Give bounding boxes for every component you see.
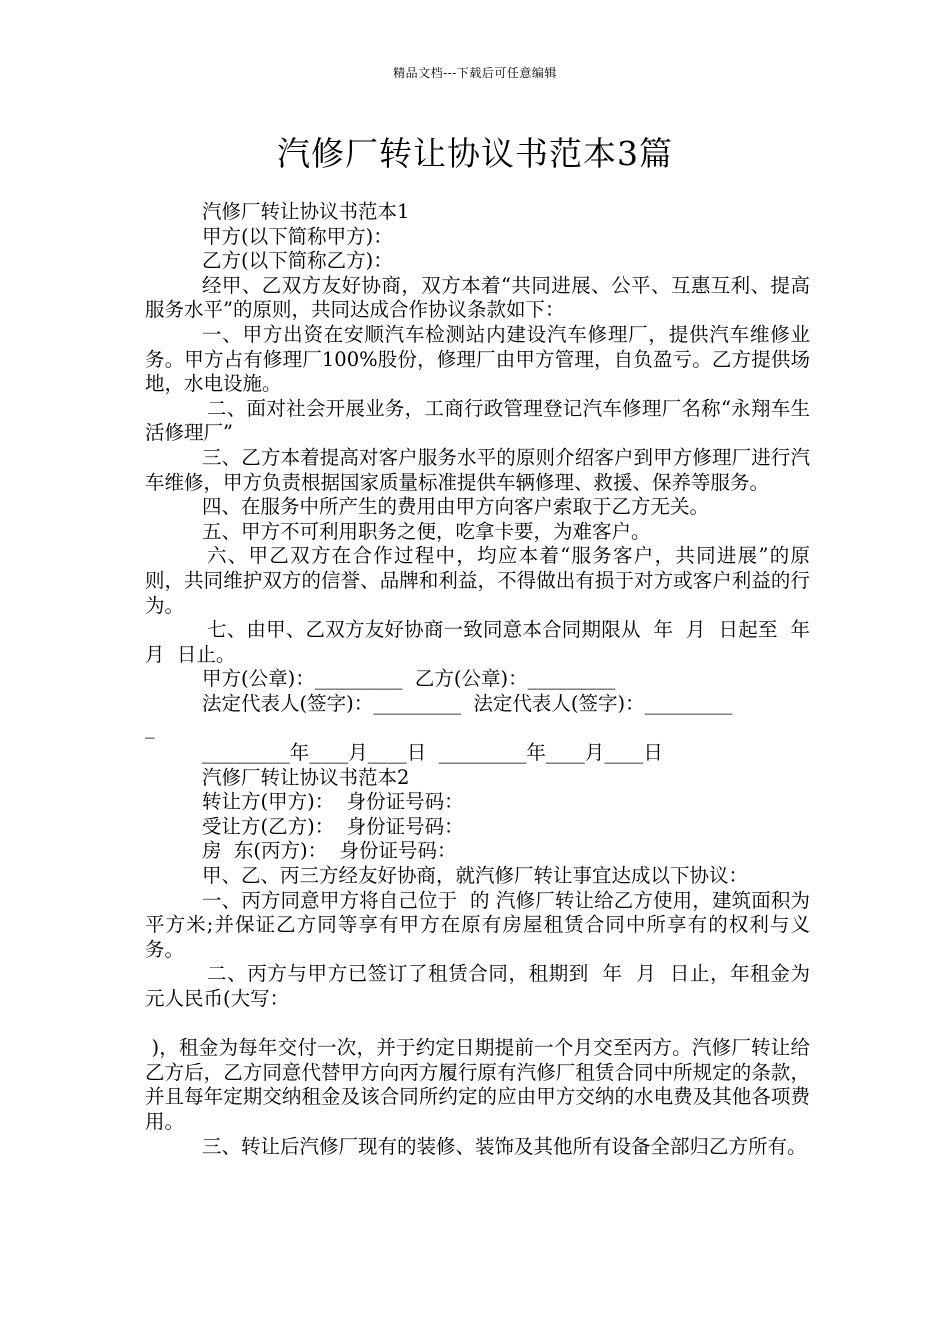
paragraph: )，租金为每年交付一次，并于约定日期提前一个月交至丙方。汽修厂转让给乙方后，乙方同意代替甲方向丙方履行原有汽修厂租赁合同中所规定的条款，并且每年定期交纳租金及该合同所约定的应由甲方交纳的水电费及其他各项费用。 [145, 1036, 811, 1133]
paragraph: 一、丙方同意甲方将自己位于 的 汽修厂转让给乙方使用，建筑面积为 平方米;并保证乙方同等享有甲方在原有房屋租赁合同中所享有的权利与义务。 [145, 888, 823, 961]
paragraph: 甲方(以下简称甲方)： [202, 224, 393, 248]
paragraph: 乙方(以下简称乙方)： [202, 249, 393, 273]
paragraph: 房 东(丙方)： 身份证号码： [202, 839, 457, 863]
paragraph: 五、甲方不可利用职务之便，吃拿卡要，为难客户。 [202, 519, 651, 543]
paragraph: 甲方(公章)：_________ 乙方(公章)：_________ [202, 667, 616, 691]
document-title: 汽修厂转让协议书范本3篇 [277, 134, 673, 173]
paragraph: 甲、乙、丙三方经友好协商，就汽修厂转让事宜达成以下协议： [202, 864, 749, 888]
document-body [145, 200, 823, 1159]
page-header: 精品文档---下载后可任意编辑 [393, 66, 557, 80]
paragraph: _ [145, 716, 155, 740]
paragraph: 七、由甲、乙双方友好协商一致同意本合同期限从 年 月 日起至 年 月 日止。 [145, 618, 823, 666]
paragraph: 汽修厂转让协议书范本2 [202, 765, 410, 789]
paragraph: 经甲、乙双方友好协商，双方本着“共同进展、公平、互惠互利、提高服务水平”的原则，共同达成合作协议条款如下： [145, 273, 810, 322]
paragraph: 转让方(甲方)： 身份证号码： [202, 790, 464, 814]
paragraph: 四、在服务中所产生的费用由甲方向客户索取于乙方无关。 [202, 495, 710, 519]
paragraph: 三、转让后汽修厂现有的装修、装饰及其他所有设备全部归乙方所有。 [202, 1134, 807, 1158]
paragraph: _________年____月____日 _________年____月____日 [202, 741, 663, 765]
paragraph: 六、甲乙双方在合作过程中，均应本着“服务客户，共同进展”的原则，共同维护双方的信誉、品牌和利益，不得做出有损于对方或客户利益的行为。 [145, 544, 810, 617]
paragraph: 二、面对社会开展业务，工商行政管理登记汽车修理厂名称“永翔车生活修理厂” [145, 396, 810, 445]
paragraph: 三、乙方本着提高对客户服务水平的原则介绍客户到甲方修理厂进行汽车维修，甲方负责根据国家质量标准提供车辆修理、救援、保养等服务。 [145, 445, 810, 494]
paragraph [145, 1012, 810, 1037]
paragraph: 法定代表人(签字)：_________ 法定代表人(签字)：_________ [202, 691, 733, 715]
paragraph: 汽修厂转让协议书范本1 [202, 200, 410, 223]
paragraph: 受让方(乙方)： 身份证号码： [202, 814, 464, 838]
paragraph: 二、丙方与甲方已签订了租赁合同，租期到 年 月 日止，年租金为 元人民币(大写： [145, 962, 823, 1010]
paragraph: 一、甲方出资在安顺汽车检测站内建设汽车修理厂，提供汽车维修业务。甲方占有修理厂100%股份，修理厂由甲方管理，自负盈亏。乙方提供场地，水电设施。 [145, 322, 810, 396]
